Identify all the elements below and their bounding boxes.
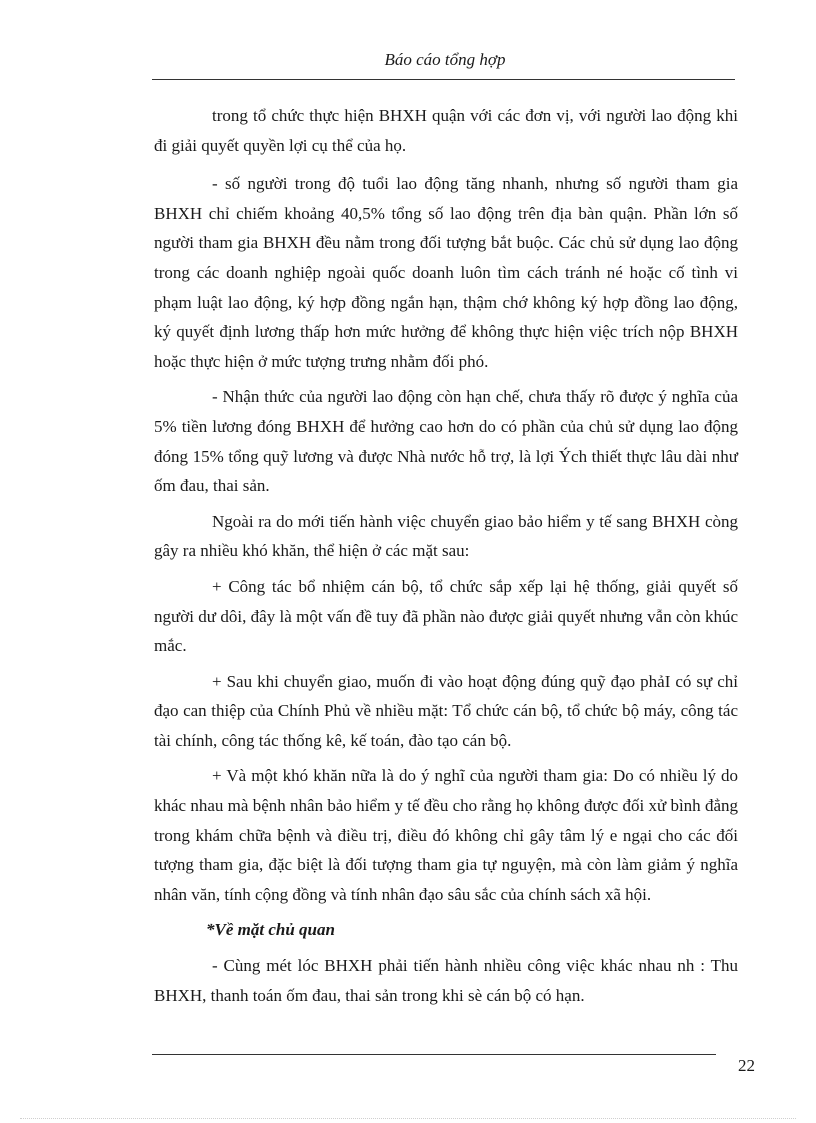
section-heading: *Về mặt chủ quan (206, 920, 335, 940)
header-rule (152, 79, 735, 80)
page-header-title: Báo cáo tổng hợp (384, 50, 506, 69)
paragraph-last: - Cùng mét lóc BHXH phải tiến hành nhiều công việc khác nhau nh : Thu BHXH, thanh toán ốm đau, thai sản trong khi sè cán bộ có hạn. (154, 956, 738, 1005)
page-number: 22 (738, 1056, 755, 1075)
paragraph-2: - số người trong độ tuổi lao động tăng nhanh, nhưng số người tham gia BHXH chỉ chiếm khoảng 40,5% tổng số lao động trên địa bàn quận. Phần lớn số người tham gia BHXH đều nằm trong đối tượng bắt buộc. Các chủ sử dụng lao động trong các doanh nghiệp ngoài quốc doanh luôn tìm cách tránh né hoặc cố tình vi phạm luật lao động, ký hợp đồng ngắn hạn, thậm chớ không ký hợp đồng lao động, ký quyết định lương thấp hơn mức hưởng để không thực hiện việc trích nộp BHXH hoặc thực hiện ở mức tượng trưng nhằm đối phó. (154, 174, 738, 371)
paragraph-4: Ngoài ra do mới tiến hành việc chuyển giao bảo hiểm y tế sang BHXH còng gây ra nhiều khó khăn, thể hiện ở các mặt sau: (154, 511, 738, 561)
paragraph-5: + Công tác bổ nhiệm cán bộ, tổ chức sắp xếp lại hệ thống, giải quyết số người dư dôi, đây là một vấn đề tuy đã phần nào được giải quyết nhưng vẫn còn khúc mắc. (154, 576, 738, 656)
paragraph-3: - Nhận thức của người lao động còn hạn chế, chưa thấy rõ được ý nghĩa của 5% tiền lương đóng BHXH để hưởng cao hơn do có phần của chủ sử dụng lao động đóng 15% tổng quỹ lương và được Nhà nước hỗ trợ, là lợi Ých thiết thực lâu dài như ốm đau, thai sản. (154, 387, 738, 496)
page-edge-divider (20, 1118, 796, 1119)
document-body (154, 101, 738, 1010)
footer-rule (152, 1054, 716, 1055)
paragraph-6: + Sau khi chuyển giao, muốn đi vào hoạt động đúng quỹ đạo phảI có sự chỉ đạo can thiệp của Chính Phủ về nhiều mặt: Tổ chức cán bộ, tổ chức bộ máy, công tác tài chính, công tác thống kê, kế toán, đào tạo cán bộ. (154, 671, 738, 750)
paragraph-1: trong tổ chức thực hiện BHXH quận với các đơn vị, với người lao động khi đi giải quyết quyền lợi cụ thể của họ. (154, 106, 738, 155)
paragraph-7: + Và một khó khăn nữa là do ý nghĩ của người tham gia: Do có nhiều lý do khác nhau mà bệnh nhân bảo hiểm y tế đều cho rằng họ không được đối xử bình đẳng trong khám chữa bệnh và điều trị, điều đó không chỉ gây tâm lý e ngại cho các đối tượng tham gia, đặc biệt là đối tượng tham gia tự nguyện, mà còn làm giảm ý nghĩa nhân văn, tính cộng đồng và tính nhân đạo sâu sắc của chính sách xã hội. (154, 766, 738, 904)
